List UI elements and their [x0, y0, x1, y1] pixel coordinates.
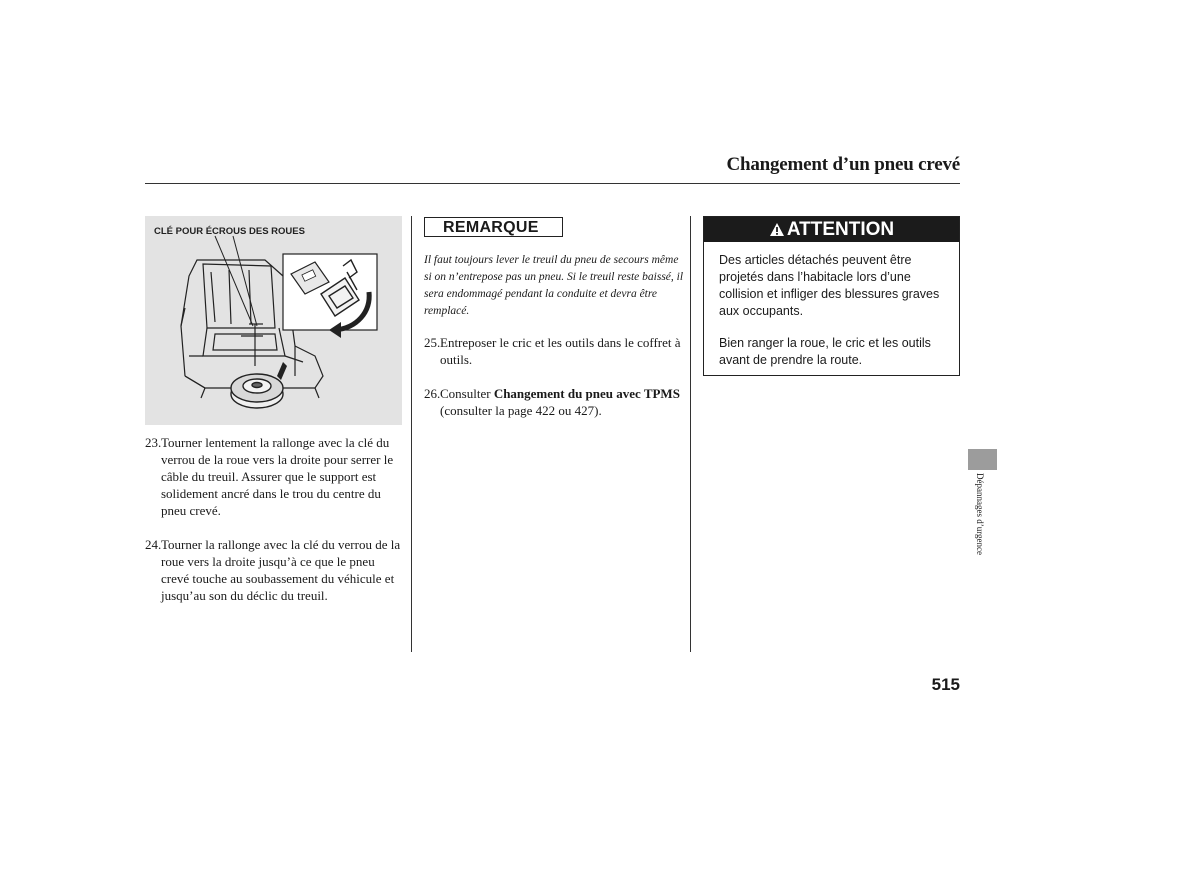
- step-text: Tourner la rallonge avec la clé du verrou de la roue vers la droite jusqu’à ce que le pneu crevé touche au soubassement du véhicule et jusqu’au son du déclic du treuil.: [161, 537, 401, 603]
- attention-header: [704, 217, 959, 242]
- attention-paragraph-2: Bien ranger la roue, le cric et les outils avant de prendre la route.: [719, 336, 931, 367]
- side-tab: [968, 449, 997, 470]
- attention-paragraph-1: Des articles détachés peuvent être projetés dans l’habitacle lors d’une collision et infliger des blessures graves aux occupants.: [719, 253, 940, 318]
- left-steps: [145, 434, 405, 604]
- step-number: 24.: [145, 537, 162, 552]
- step-number: 26.: [424, 386, 441, 401]
- column-divider-left: [411, 216, 412, 652]
- step-25: [424, 334, 686, 368]
- step-text-pre: Consulter: [440, 386, 494, 401]
- step-text: Entreposer le cric et les outils dans le coffret à outils.: [440, 335, 681, 367]
- figure-panel: [145, 216, 402, 425]
- title-rule: [145, 183, 960, 184]
- remarque-header: REMARQUE: [424, 217, 563, 237]
- step-26: [424, 385, 686, 419]
- suv-rear-hatch-illustration: [145, 216, 402, 425]
- remarque-text: Il faut toujours lever le treuil du pneu de secours même si on n’entrepose pas un pneu. Si le treuil reste baissé, il sera endommagé pendant la conduite et devra être remplacé.: [424, 254, 684, 317]
- attention-box: [703, 216, 960, 376]
- figure-caption: CLÉ POUR ÉCROUS DES ROUES: [154, 226, 305, 237]
- step-link-text: Changement du pneu avec TPMS: [493, 386, 680, 401]
- page-title: Changement d’un pneu crevé: [726, 154, 960, 175]
- step-number: 25.: [424, 335, 441, 350]
- step-number: 23.: [145, 435, 162, 450]
- step-23: [145, 434, 405, 519]
- warning-triangle-icon: [769, 222, 785, 237]
- attention-label: ATTENTION: [786, 219, 895, 240]
- step-text-post: (consulter la page 422 ou 427).: [440, 403, 602, 418]
- page-number: 515: [931, 675, 960, 694]
- side-tab-label: Dépannages d’urgence: [975, 473, 985, 556]
- spare-tire-icon: [231, 374, 283, 408]
- step-text: [440, 385, 686, 419]
- column-divider-right: [690, 216, 691, 652]
- step-text: Tourner lentement la rallonge avec la clé du verrou de la roue vers la droite pour serrer le câble du treuil. Assurer que le support est solidement ancré dans le trou du centre du pneu crevé.: [161, 435, 394, 518]
- step-24: [145, 536, 405, 604]
- middle-steps: [424, 334, 686, 419]
